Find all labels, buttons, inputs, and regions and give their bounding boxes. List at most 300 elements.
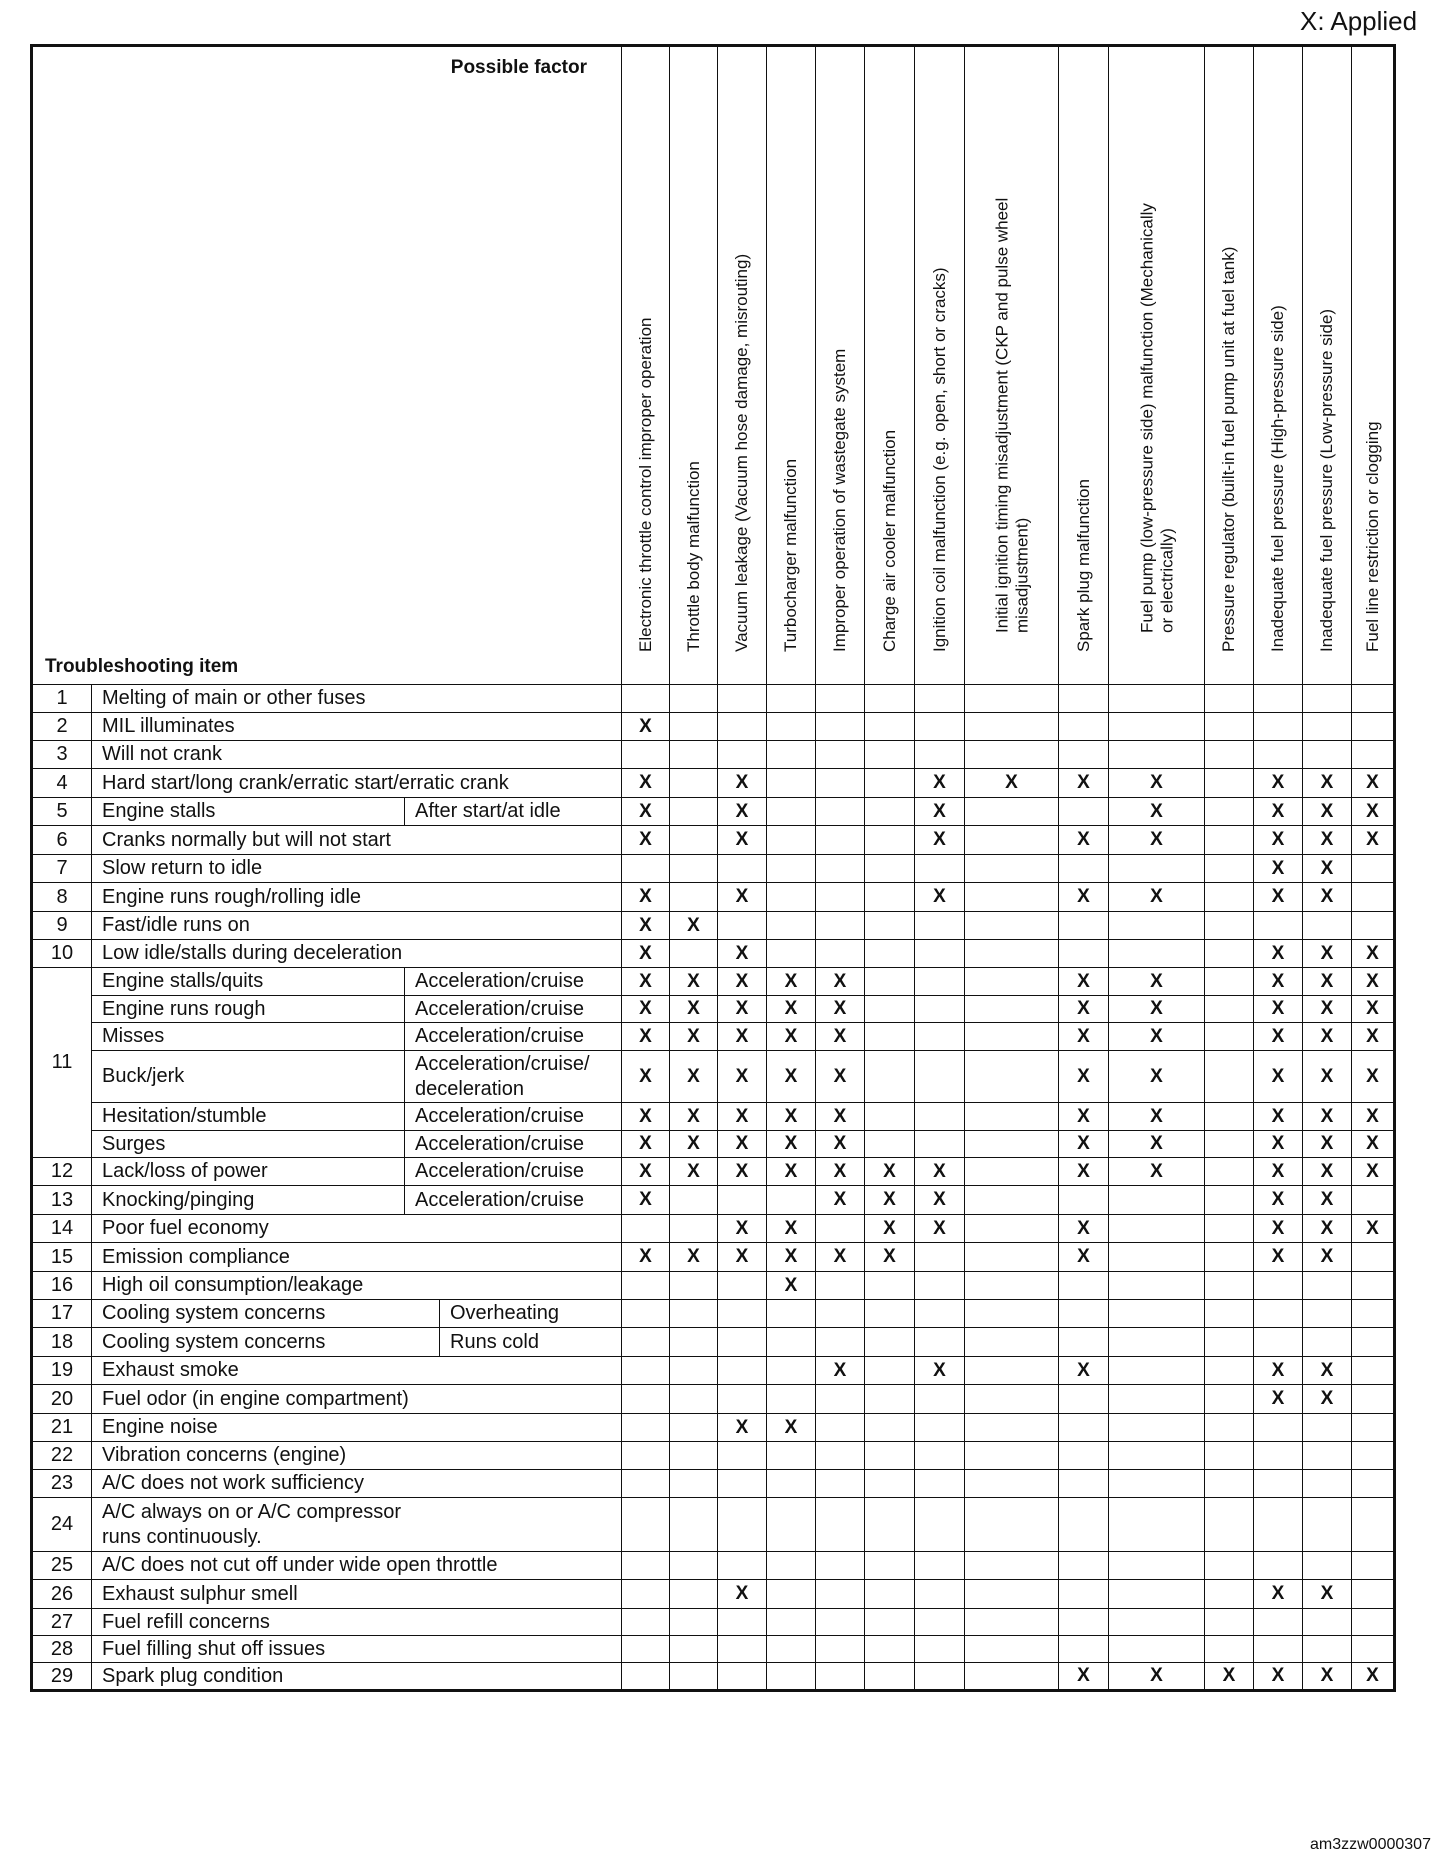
legend-applied: X: Applied [1300, 6, 1418, 36]
factor-cell: X [622, 1103, 670, 1131]
factor-cell [1352, 1636, 1395, 1663]
factor-cell [816, 798, 865, 826]
factor-cell [1109, 1300, 1205, 1328]
factor-cell [622, 1552, 670, 1580]
factor-label [1074, 480, 1094, 653]
factor-cell: X [622, 883, 670, 912]
factor-cell [1352, 1609, 1395, 1636]
factor-cell [1059, 1186, 1109, 1215]
factor-cell [965, 1051, 1059, 1103]
factor-cell [965, 1131, 1059, 1158]
factor-cell [670, 1580, 718, 1609]
factor-header-7 [915, 46, 965, 685]
factor-cell [865, 912, 915, 940]
factor-cell [1352, 855, 1395, 883]
factor-cell [965, 1023, 1059, 1051]
factor-cell [670, 855, 718, 883]
factor-cell [1352, 1385, 1395, 1414]
factor-cell: X [767, 996, 816, 1023]
factor-cell: X [670, 912, 718, 940]
factor-cell: X [816, 1103, 865, 1131]
factor-cell: X [1352, 1215, 1395, 1243]
factor-cell: X [1109, 769, 1205, 798]
factor-cell [1109, 912, 1205, 940]
factor-cell: X [816, 1023, 865, 1051]
factor-cell: X [1254, 968, 1303, 996]
table-row [32, 1051, 1395, 1103]
factor-cell [915, 685, 965, 713]
factor-cell [816, 741, 865, 769]
factor-cell [622, 1498, 670, 1552]
row-condition: After start/at idle [405, 798, 622, 826]
factor-cell: X [622, 769, 670, 798]
row-item: Fuel filling shut off issues [92, 1636, 622, 1663]
row-item: Cranks normally but will not start [92, 826, 622, 855]
factor-cell: X [1352, 1023, 1395, 1051]
factor-cell: X [718, 996, 767, 1023]
factor-cell [1205, 1414, 1254, 1442]
factor-cell [915, 741, 965, 769]
factor-cell: X [1303, 968, 1352, 996]
factor-label [1317, 309, 1337, 652]
factor-cell: X [1059, 1357, 1109, 1385]
factor-cell: X [1109, 826, 1205, 855]
factor-cell [767, 1498, 816, 1552]
factor-cell: X [1254, 1023, 1303, 1051]
row-item: Fuel odor (in engine compartment) [92, 1385, 622, 1414]
factor-cell [816, 1470, 865, 1498]
factor-cell [670, 883, 718, 912]
row-number: 27 [32, 1609, 92, 1636]
factor-cell [816, 883, 865, 912]
factor-cell [718, 1498, 767, 1552]
factor-cell [816, 1300, 865, 1328]
factor-cell [915, 1385, 965, 1414]
factor-label [1268, 306, 1288, 653]
factor-cell [965, 1663, 1059, 1691]
factor-cell [1303, 1414, 1352, 1442]
factor-cell: X [1303, 1357, 1352, 1385]
row-item: Hard start/long crank/erratic start/erratic crank [92, 769, 622, 798]
factor-cell: X [1059, 1131, 1109, 1158]
factor-cell [1109, 1470, 1205, 1498]
factor-cell [1109, 1442, 1205, 1470]
factor-cell [1254, 1636, 1303, 1663]
factor-cell [865, 1609, 915, 1636]
factor-cell: X [718, 1023, 767, 1051]
factor-cell [1109, 1552, 1205, 1580]
factor-cell: X [915, 1186, 965, 1215]
factor-cell: X [767, 1414, 816, 1442]
factor-cell [915, 912, 965, 940]
factor-cell [718, 1328, 767, 1357]
row-number: 7 [32, 855, 92, 883]
factor-cell: X [1109, 996, 1205, 1023]
factor-cell [1109, 1272, 1205, 1300]
factor-cell [865, 713, 915, 741]
factor-cell: X [1303, 1186, 1352, 1215]
row-item: Engine stalls/quits [92, 968, 405, 996]
factor-cell: X [670, 1051, 718, 1103]
factor-cell [767, 713, 816, 741]
factor-cell [1352, 883, 1395, 912]
factor-cell [1205, 1186, 1254, 1215]
factor-cell [965, 741, 1059, 769]
factor-cell [865, 1580, 915, 1609]
factor-cell: X [865, 1215, 915, 1243]
factor-cell [865, 1442, 915, 1470]
factor-cell [718, 912, 767, 940]
factor-cell [1205, 1300, 1254, 1328]
factor-cell: X [1352, 826, 1395, 855]
factor-cell [767, 1385, 816, 1414]
factor-label [636, 318, 656, 653]
factor-cell [1059, 1300, 1109, 1328]
factor-cell: X [1303, 1051, 1352, 1103]
factor-cell [718, 1636, 767, 1663]
factor-cell [1059, 1385, 1109, 1414]
factor-cell: X [1109, 1663, 1205, 1691]
factor-cell: X [718, 1051, 767, 1103]
factor-cell [1205, 1442, 1254, 1470]
factor-cell [915, 968, 965, 996]
factor-cell [718, 741, 767, 769]
factor-header-8 [965, 46, 1059, 685]
factor-cell [965, 883, 1059, 912]
factor-cell [816, 1580, 865, 1609]
factor-cell: X [718, 798, 767, 826]
table-row [32, 685, 1395, 713]
factor-cell [816, 1272, 865, 1300]
factor-cell [1205, 1023, 1254, 1051]
factor-label [781, 459, 801, 652]
factor-cell [1352, 1272, 1395, 1300]
factor-cell [1303, 1328, 1352, 1357]
factor-label-line: Electronic throttle control improper operation [635, 317, 655, 653]
factor-cell [767, 1328, 816, 1357]
factor-cell [965, 940, 1059, 968]
factor-cell [865, 1272, 915, 1300]
factor-cell: X [915, 1215, 965, 1243]
factor-cell [816, 769, 865, 798]
factor-cell: X [1254, 996, 1303, 1023]
factor-cell [767, 1186, 816, 1215]
factor-cell [1059, 1272, 1109, 1300]
factor-cell [1303, 685, 1352, 713]
row-item: Engine stalls [92, 798, 405, 826]
factor-cell [1254, 713, 1303, 741]
factor-cell: X [865, 1243, 915, 1272]
factor-cell [1059, 1414, 1109, 1442]
factor-cell [622, 1609, 670, 1636]
factor-cell: X [1109, 883, 1205, 912]
row-item: Exhaust smoke [92, 1357, 622, 1385]
factor-cell [1205, 1272, 1254, 1300]
table-row [32, 1357, 1395, 1385]
factor-cell [915, 1131, 965, 1158]
factor-cell: X [718, 769, 767, 798]
factor-cell [1059, 713, 1109, 741]
factor-cell [1303, 713, 1352, 741]
factor-cell: X [1254, 1580, 1303, 1609]
factor-cell [1205, 1051, 1254, 1103]
factor-cell: X [965, 769, 1059, 798]
factor-cell [718, 1357, 767, 1385]
factor-cell [915, 1051, 965, 1103]
table-row [32, 1442, 1395, 1470]
factor-cell [865, 798, 915, 826]
factor-cell: X [816, 1357, 865, 1385]
factor-cell [670, 1442, 718, 1470]
factor-cell [718, 1470, 767, 1498]
factor-cell [670, 1498, 718, 1552]
row-number: 29 [32, 1663, 92, 1691]
factor-cell [965, 1580, 1059, 1609]
factor-label-line: Pressure regulator (built-in fuel pump unit at fuel tank) [1219, 247, 1239, 653]
factor-cell [1109, 940, 1205, 968]
factor-cell [1254, 1552, 1303, 1580]
factor-label [1219, 247, 1239, 652]
factor-cell [1109, 741, 1205, 769]
row-item: Melting of main or other fuses [92, 685, 622, 713]
factor-cell [915, 1300, 965, 1328]
factor-cell [718, 713, 767, 741]
factor-cell: X [816, 996, 865, 1023]
factor-cell [1109, 1215, 1205, 1243]
row-item: Slow return to idle [92, 855, 622, 883]
factor-cell: X [1254, 1385, 1303, 1414]
factor-cell [1205, 1215, 1254, 1243]
factor-cell: X [1352, 1051, 1395, 1103]
factor-cell: X [1059, 826, 1109, 855]
row-number: 8 [32, 883, 92, 912]
factor-cell [1352, 713, 1395, 741]
factor-cell [1205, 1552, 1254, 1580]
factor-cell [865, 940, 915, 968]
factor-cell [767, 1470, 816, 1498]
row-number: 21 [32, 1414, 92, 1442]
factor-cell [1059, 912, 1109, 940]
factor-header-9 [1059, 46, 1109, 685]
factor-cell: X [1205, 1663, 1254, 1691]
factor-cell [670, 713, 718, 741]
factor-cell: X [767, 1158, 816, 1186]
factor-cell [1254, 912, 1303, 940]
factor-cell: X [718, 1215, 767, 1243]
factor-cell [670, 826, 718, 855]
table-row [32, 1215, 1395, 1243]
row-number: 28 [32, 1636, 92, 1663]
row-item: Engine runs rough/rolling idle [92, 883, 622, 912]
factor-cell [622, 1663, 670, 1691]
factor-cell: X [622, 713, 670, 741]
factor-cell [865, 1552, 915, 1580]
factor-cell: X [718, 826, 767, 855]
row-item: Surges [92, 1131, 405, 1158]
header-row [32, 46, 1395, 685]
factor-cell [1352, 1414, 1395, 1442]
factor-cell: X [670, 1158, 718, 1186]
factor-cell: X [622, 1158, 670, 1186]
factor-label-line: Improper operation of wastegate system [830, 349, 850, 653]
factor-cell: X [1303, 798, 1352, 826]
factor-cell [670, 1663, 718, 1691]
factor-cell [965, 1636, 1059, 1663]
row-item: A/C does not work sufficiency [92, 1470, 622, 1498]
factor-cell: X [670, 996, 718, 1023]
row-number: 18 [32, 1328, 92, 1357]
factor-cell [670, 1414, 718, 1442]
factor-cell [1205, 912, 1254, 940]
factor-cell: X [915, 798, 965, 826]
factor-cell [1205, 1243, 1254, 1272]
factor-cell [718, 855, 767, 883]
row-condition: Acceleration/cruise [405, 1131, 622, 1158]
factor-cell [965, 1385, 1059, 1414]
row-item: Knocking/pinging [92, 1186, 405, 1215]
factor-cell [767, 912, 816, 940]
table-row [32, 769, 1395, 798]
factor-cell [865, 855, 915, 883]
factor-cell: X [1059, 968, 1109, 996]
row-item: MIL illuminates [92, 713, 622, 741]
factor-cell [1059, 741, 1109, 769]
factor-cell [865, 1051, 915, 1103]
troubleshooting-matrix [30, 44, 1396, 1692]
factor-cell [670, 1357, 718, 1385]
factor-cell [767, 1357, 816, 1385]
row-item: Low idle/stalls during deceleration [92, 940, 622, 968]
row-item: Spark plug condition [92, 1663, 622, 1691]
factor-cell [865, 1357, 915, 1385]
factor-cell: X [1303, 940, 1352, 968]
factor-cell: X [915, 1158, 965, 1186]
factor-cell [767, 1663, 816, 1691]
factor-label [930, 268, 950, 653]
factor-cell: X [1303, 1103, 1352, 1131]
row-number: 25 [32, 1552, 92, 1580]
factor-cell: X [915, 826, 965, 855]
factor-cell [1303, 741, 1352, 769]
factor-label-line: Turbocharger malfunction [781, 459, 801, 653]
factor-cell: X [1254, 798, 1303, 826]
factor-cell [915, 1328, 965, 1357]
factor-cell [816, 1498, 865, 1552]
factor-cell: X [1059, 1103, 1109, 1131]
factor-header-6 [865, 46, 915, 685]
factor-cell: X [1303, 1023, 1352, 1051]
factor-cell: X [1059, 1215, 1109, 1243]
factor-cell [1109, 855, 1205, 883]
factor-cell: X [816, 1131, 865, 1158]
factor-cell [965, 1103, 1059, 1131]
factor-cell [1254, 1328, 1303, 1357]
factor-cell [767, 769, 816, 798]
row-condition: Runs cold [440, 1328, 622, 1357]
factor-cell [1303, 912, 1352, 940]
factor-cell: X [1254, 1103, 1303, 1131]
factor-cell: X [622, 1243, 670, 1272]
factor-cell [670, 1328, 718, 1357]
factor-cell [1303, 1470, 1352, 1498]
row-number: 20 [32, 1385, 92, 1414]
factor-cell [1352, 1580, 1395, 1609]
row-item: Engine runs rough [92, 996, 405, 1023]
table-row [32, 1498, 1395, 1552]
row-number: 2 [32, 713, 92, 741]
factor-cell: X [1059, 1158, 1109, 1186]
factor-cell [622, 685, 670, 713]
factor-cell [816, 1636, 865, 1663]
factor-cell [865, 826, 915, 855]
factor-cell [670, 1552, 718, 1580]
factor-cell: X [1303, 826, 1352, 855]
factor-header-12 [1254, 46, 1303, 685]
factor-label-line: Vacuum leakage (Vacuum hose damage, misrouting) [732, 254, 752, 653]
table-row [32, 713, 1395, 741]
factor-cell: X [1352, 1663, 1395, 1691]
factor-cell [1254, 1498, 1303, 1552]
factor-cell: X [767, 968, 816, 996]
table-row [32, 1023, 1395, 1051]
factor-cell [718, 1272, 767, 1300]
factor-cell [718, 1609, 767, 1636]
matrix-body [32, 685, 1395, 1691]
factor-cell: X [622, 826, 670, 855]
table-row [32, 912, 1395, 940]
factor-cell [816, 940, 865, 968]
factor-cell [1254, 1442, 1303, 1470]
factor-cell: X [816, 1051, 865, 1103]
row-item: A/C always on or A/C compressor runs continuously. [92, 1498, 622, 1552]
factor-cell [1352, 1442, 1395, 1470]
factor-cell [1205, 1357, 1254, 1385]
factor-cell [718, 1300, 767, 1328]
row-item: Vibration concerns (engine) [92, 1442, 622, 1470]
factor-cell: X [1254, 1131, 1303, 1158]
factor-cell [1254, 1470, 1303, 1498]
factor-cell: X [1059, 769, 1109, 798]
factor-cell [622, 1442, 670, 1470]
factor-cell: X [1303, 1158, 1352, 1186]
factor-cell [1205, 1580, 1254, 1609]
factor-cell [1205, 769, 1254, 798]
factor-cell [1205, 826, 1254, 855]
factor-cell: X [1303, 1131, 1352, 1158]
factor-cell [718, 685, 767, 713]
factor-cell [1205, 1470, 1254, 1498]
factor-cell [1205, 1385, 1254, 1414]
factor-cell [670, 798, 718, 826]
row-number: 4 [32, 769, 92, 798]
factor-cell [865, 1131, 915, 1158]
factor-cell [965, 713, 1059, 741]
factor-cell [767, 685, 816, 713]
factor-cell [718, 1385, 767, 1414]
factor-cell [1109, 1414, 1205, 1442]
factor-cell: X [622, 1051, 670, 1103]
factor-cell [865, 1636, 915, 1663]
factor-cell [622, 1328, 670, 1357]
factor-cell [1059, 1328, 1109, 1357]
row-number: 16 [32, 1272, 92, 1300]
factor-cell [1352, 1498, 1395, 1552]
factor-label-line: Inadequate fuel pressure (Low-pressure side) [1317, 309, 1337, 653]
table-row [32, 1636, 1395, 1663]
factor-cell: X [718, 968, 767, 996]
row-condition: Acceleration/cruise [405, 1023, 622, 1051]
factor-cell [1254, 1609, 1303, 1636]
